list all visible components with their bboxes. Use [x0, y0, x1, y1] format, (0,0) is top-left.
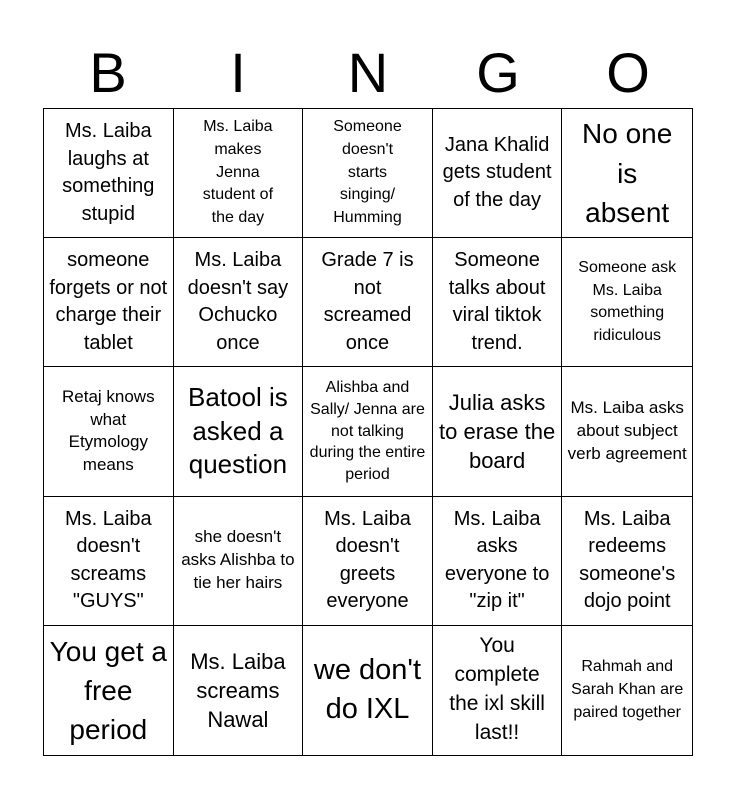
bingo-cell-text: Grade 7 is not screamed once — [321, 249, 414, 354]
bingo-cell-text: Someone doesn't starts singing/ Humming — [333, 118, 402, 227]
bingo-cell-r5-c1 — [44, 626, 174, 755]
header-letter-o: O — [606, 41, 650, 104]
header-letter-g: G — [476, 41, 520, 104]
bingo-cell-r3-c3 — [303, 367, 433, 496]
bingo-cell-r2-c4 — [433, 238, 563, 367]
bingo-cell-text: Ms. Laiba asks everyone to "zip it" — [444, 507, 550, 613]
bingo-cell-text: You complete the ixl skill last!! — [449, 634, 545, 745]
header-letter-n: N — [347, 41, 389, 104]
bingo-cell-text: Rahmah and Sarah Khan are paired together — [571, 658, 684, 721]
bingo-cell-text: Ms. Laiba redeems someone's dojo point — [579, 507, 676, 613]
bingo-cell-r4-c4 — [433, 497, 563, 626]
bingo-cell-text: Ms. Laiba doesn't greets everyone — [324, 507, 411, 613]
bingo-cell-text: Julia asks to erase the board — [439, 389, 556, 474]
bingo-cell-r3-c4 — [433, 367, 563, 496]
bingo-board — [43, 108, 693, 756]
bingo-cell-r1-c2 — [174, 109, 304, 238]
bingo-cell-text: Jana Khalid gets student of the day — [442, 133, 552, 211]
bingo-cell-text: No one is absent — [582, 118, 673, 228]
bingo-cell-text: Someone talks about viral tiktok trend. — [448, 249, 546, 354]
bingo-cell-text: she doesn't asks Alishba to tie her hairs — [181, 527, 295, 593]
bingo-cell-r5-c5 — [562, 626, 692, 755]
bingo-cell-r2-c1 — [44, 238, 174, 367]
bingo-cell-r5-c4 — [433, 626, 563, 755]
bingo-cell-text: we don't do IXL — [313, 653, 422, 726]
bingo-cell-r5-c3 — [303, 626, 433, 755]
bingo-cell-text: Alishba and Sally/ Jenna are not talking during the entire period — [309, 378, 426, 484]
bingo-cell-text: Ms. Laiba asks about subject verb agreement — [567, 398, 687, 463]
bingo-cell-r3-c2 — [174, 367, 304, 496]
bingo-cell-r3-c5 — [562, 367, 692, 496]
header-letter-b: B — [89, 41, 127, 104]
header-letter-i: I — [230, 41, 246, 104]
bingo-cell-r2-c5 — [562, 238, 692, 367]
bingo-cell-text: Retaj knows what Etymology means — [61, 386, 155, 475]
bingo-cell-text: Ms. Laiba doesn't screams "GUYS" — [64, 507, 152, 613]
bingo-cell-text: You get a free period — [49, 635, 167, 745]
bingo-cell-text: Ms. Laiba screams Nawal — [190, 648, 286, 733]
bingo-cell-text: someone forgets or not charge their tablet — [49, 249, 168, 354]
bingo-cell-r4-c1 — [44, 497, 174, 626]
bingo-cell-text: Batool is asked a question — [188, 381, 288, 480]
bingo-cell-r1-c3 — [303, 109, 433, 238]
bingo-cell-r4-c3 — [303, 497, 433, 626]
bingo-cell-r4-c5 — [562, 497, 692, 626]
bingo-cell-r5-c2 — [174, 626, 304, 755]
bingo-cell-text: Ms. Laiba doesn't say Ochucko once — [187, 249, 289, 354]
bingo-cell-r2-c2 — [174, 238, 304, 367]
bingo-cell-r2-c3 — [303, 238, 433, 367]
bingo-cell-r1-c4 — [433, 109, 563, 238]
bingo-cell-r1-c1 — [44, 109, 174, 238]
bingo-cell-r1-c5 — [562, 109, 692, 238]
bingo-header — [43, 38, 693, 108]
bingo-cell-r3-c1 — [44, 367, 174, 496]
bingo-cell-text: Ms. Laiba makes Jenna student of the day — [202, 118, 274, 227]
bingo-cell-text: Someone ask Ms. Laiba something ridiculous — [578, 258, 677, 344]
bingo-cell-text: Ms. Laiba laughs at something stupid — [62, 119, 155, 225]
bingo-cell-r4-c2 — [174, 497, 304, 626]
